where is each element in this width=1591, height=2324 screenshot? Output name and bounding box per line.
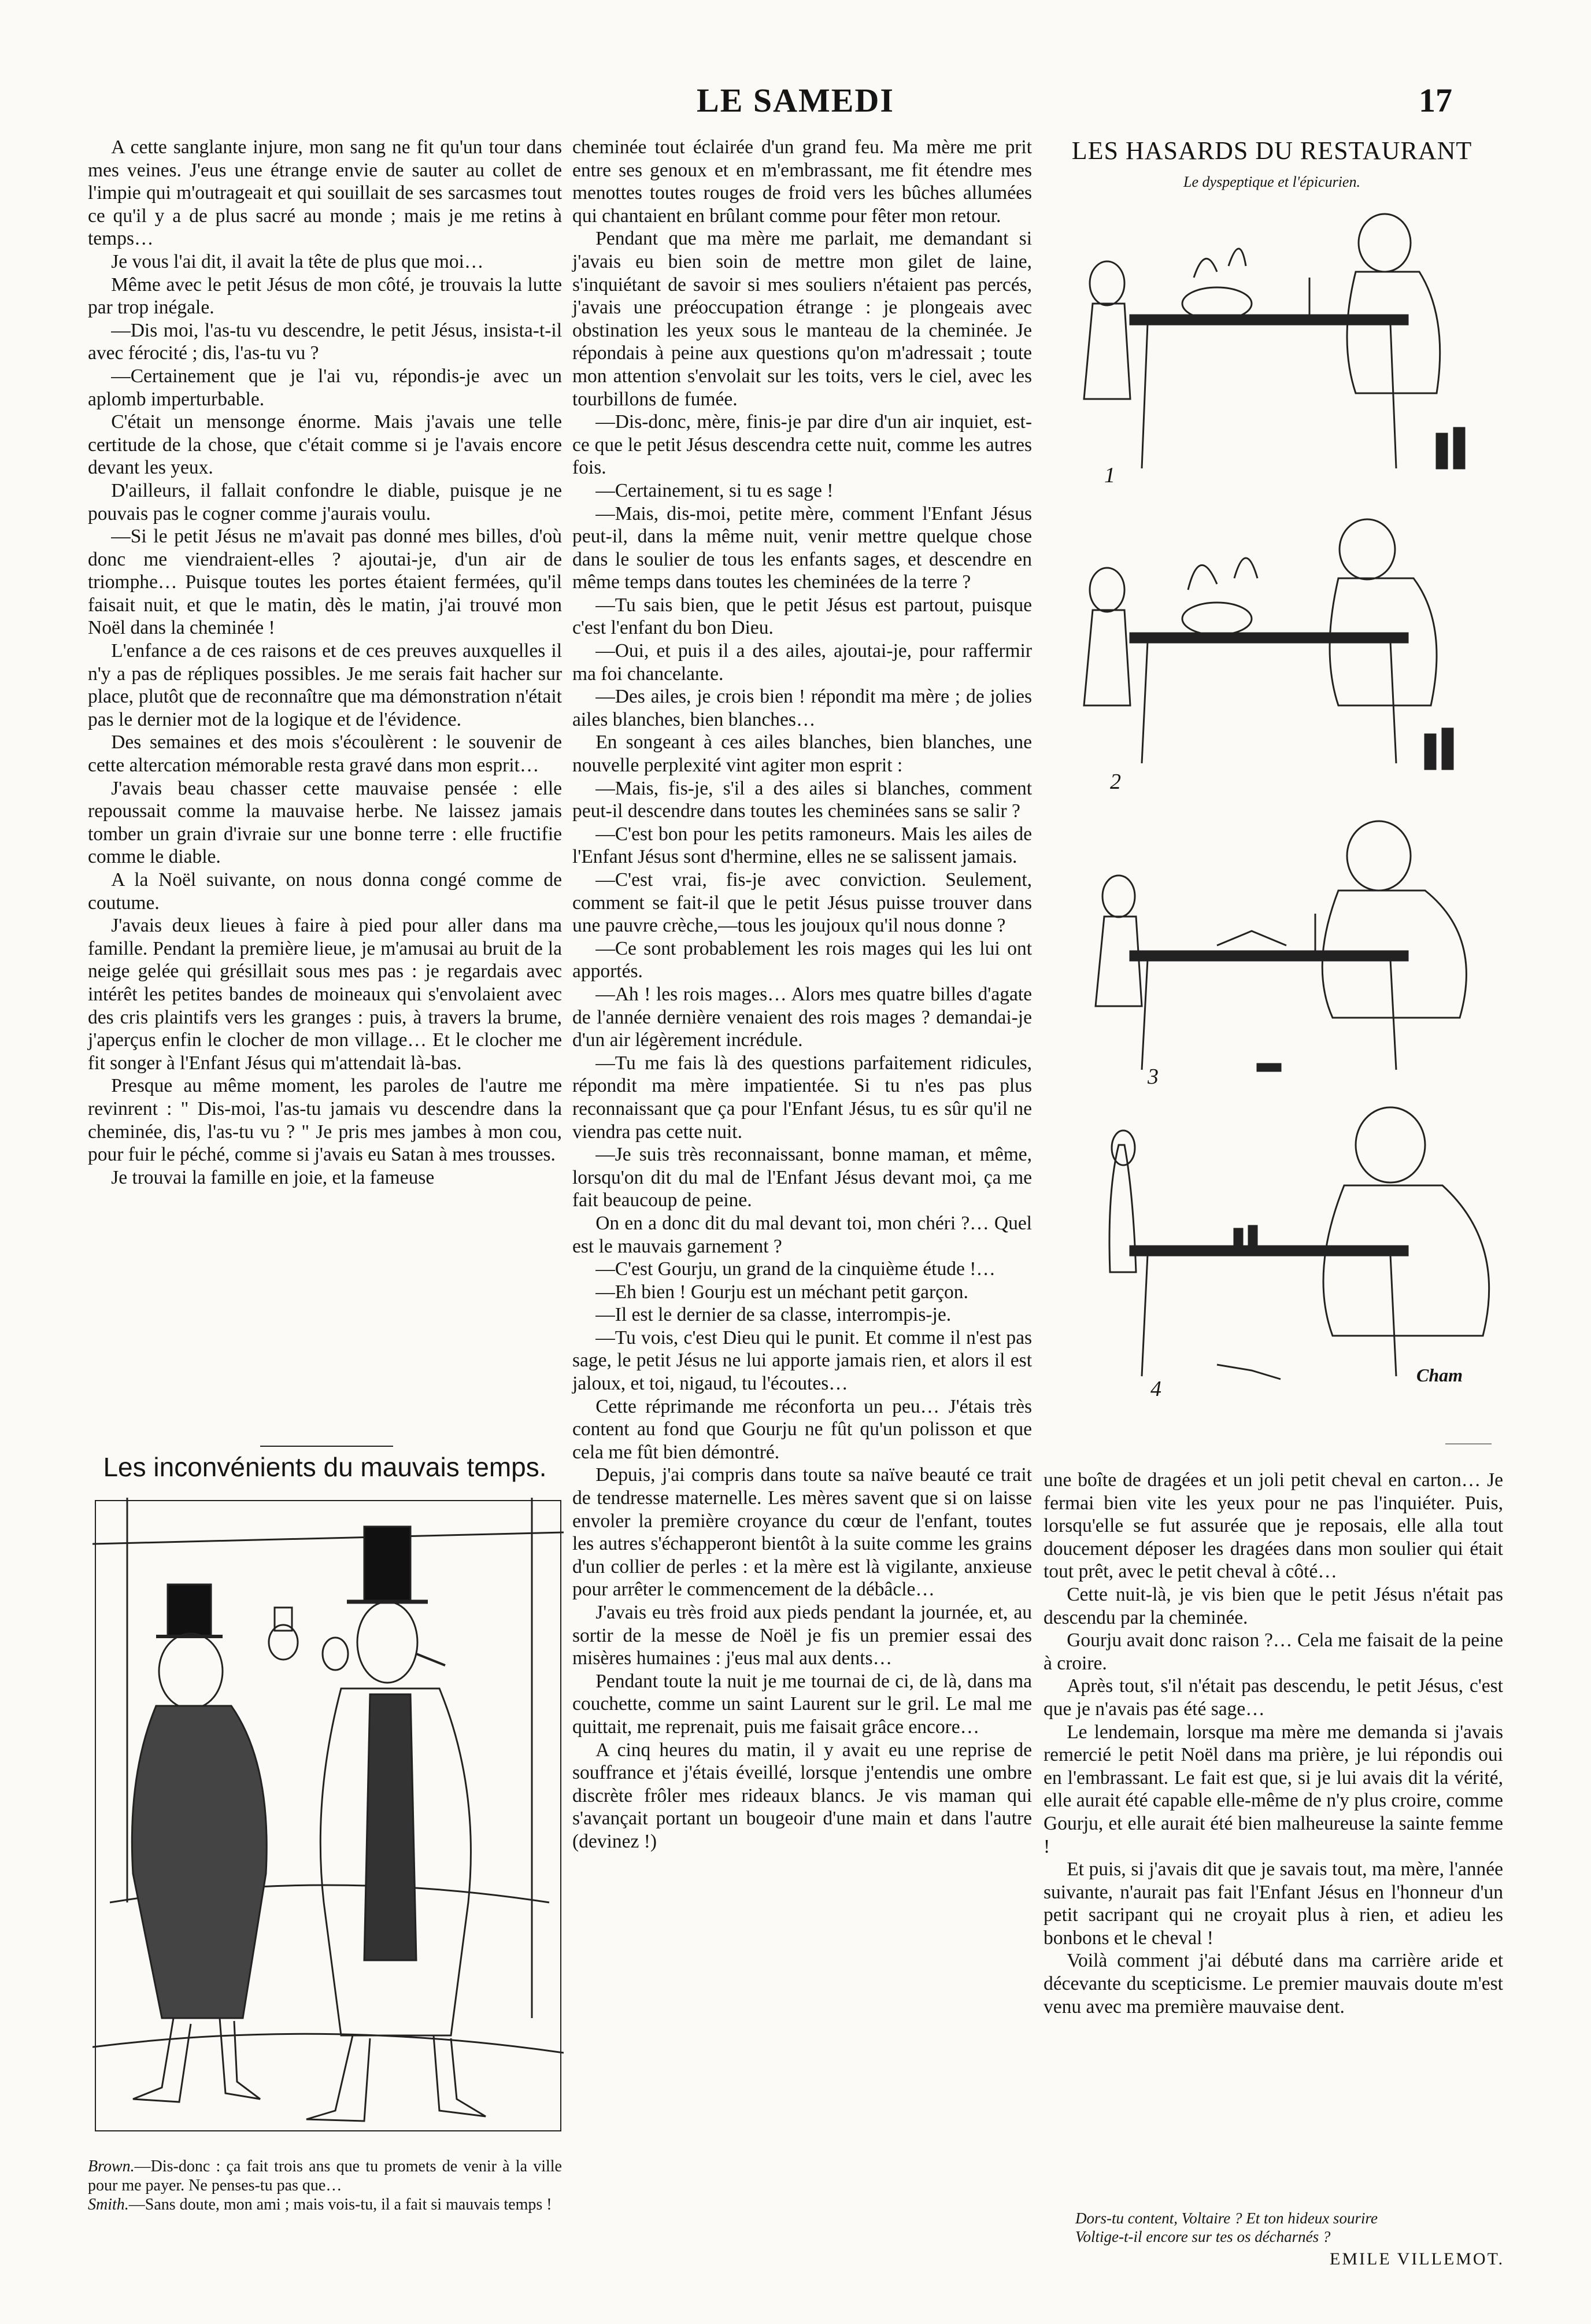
paragraph: Gourju avait donc raison ?… Cela me faisait de la peine à croire.: [1044, 1630, 1503, 1674]
paragraph: Je vous l'ai dit, il avait la tête de plus que moi…: [111, 250, 484, 272]
paragraph: —Certainement que je l'ai vu, répondis-je avec un aplomb imperturbable.: [88, 365, 562, 410]
paragraph: —Mais, dis-moi, petite mère, comment l'Enfant Jésus peut-il, dans la même nuit, venir mettre quelque chose dans le soulier de tous les enfants sages, et descendre en même temps dans toutes les cheminées de la terre ?: [572, 503, 1032, 593]
caption-text: —Dis-donc : ça fait trois ans que tu promets de venir à la ville pour me payer. Ne penses-tu pas que…: [88, 2157, 562, 2194]
paragraph: Cette nuit-là, je vis bien que le petit Jésus n'était pas descendu par la cheminée.: [1044, 1583, 1503, 1628]
paragraph: —Eh bien ! Gourju est un méchant petit garçon.: [595, 1281, 968, 1303]
paragraph: —Certainement, si tu es sage !: [595, 479, 834, 501]
caption-speaker: Smith.: [88, 2196, 129, 2214]
author-signature: EMILE VILLEMOT.: [1330, 2249, 1505, 2268]
paragraph: —Dis moi, l'as-tu vu descendre, le petit Jésus, insista-t-il avec férocité ; dis, l'as-tu vu ?: [88, 319, 562, 364]
section-divider: [260, 1446, 393, 1447]
artist-signature: Cham: [1416, 1365, 1463, 1385]
paragraph: A cinq heures du matin, il y avait eu une reprise de souffrance et j'étais éveillé, lorsque j'entendis une ombre discrète frôler mes rideaux blancs. Je vis maman qui s'avançait portant un bougeoir d'une main et dans l'autre (devinez !): [572, 1739, 1032, 1852]
paragraph: En songeant à ces ailes blanches, bien blanches, une nouvelle perplexité vint agiter mon esprit :: [572, 731, 1032, 777]
paragraph: —Il est le dernier de sa classe, interrompis-je.: [595, 1304, 952, 1326]
illustration-caption: [88, 2157, 562, 2214]
epigraph-line: Voltige-t-il encore sur tes os décharnés ?: [1075, 2228, 1331, 2245]
paragraph: —Ce sont probablement les rois mages qui les lui ont apportés.: [572, 937, 1032, 982]
paragraph: Le lendemain, lorsque ma mère me demanda si j'avais remercié le petit Noël dans ma prière, je lui répondis oui en l'embrassant. Le fait est que, si je lui avais dit la vérité, elle aurait été capable elle-même de n'y plus croire, comme Gourju, et elle aurait été bien malheureuse la sainte femme !: [1044, 1721, 1503, 1857]
strip-rule: [1445, 1443, 1492, 1444]
paragraph: cheminée tout éclairée d'un grand feu. Ma mère me prit entre ses genoux et en m'embrassant, me fit étendre mes menottes toutes rouges de froid vers les bûches allumées qui chantaient en brûlant comme pour fêter mon retour.: [572, 136, 1032, 227]
paragraph: une boîte de dragées et un joli petit cheval en carton… Je fermai bien vite les yeux pour ne pas l'inquiéter. Puis, lorsqu'elle se fut assurée que je reposais, elle alla tout doucement déposer les dragées dans mon soulier qui était tout prêt, avec le petit cheval à côté…: [1044, 1469, 1503, 1583]
paragraph: —C'est bon pour les petits ramoneurs. Mais les ailes de l'Enfant Jésus sont d'hermine, elles ne se salissent jamais.: [572, 823, 1032, 868]
caption-speaker: Brown.: [88, 2157, 135, 2175]
epigraph-line: Dors-tu content, Voltaire ? Et ton hideux sourire: [1075, 2210, 1378, 2227]
caption-text: —Sans doute, mon ami ; mais vois-tu, il a fait si mauvais temps !: [128, 2196, 552, 2214]
paragraph: On en a donc dit du mal devant toi, mon chéri ?… Quel est le mauvais garnement ?: [572, 1212, 1032, 1257]
paragraph: Après tout, s'il n'était pas descendu, le petit Jésus, c'est que je n'avais pas été sage…: [1044, 1675, 1503, 1720]
comic-panel-1: [1084, 214, 1464, 468]
paragraph: J'avais eu très froid aux pieds pendant la journée, et, au sortir de la messe de Noël je fis un premier essai des misères humaines : j'eus mal aux dents…: [572, 1602, 1032, 1669]
paragraph: Je trouvai la famille en joie, et la fameuse: [111, 1166, 435, 1188]
paragraph: —Si le petit Jésus ne m'avait pas donné mes billes, d'où donc me viendraient-elles ? ajoutai-je, d'un air de triomphe… Puisque toutes les portes étaient fermées, qu'il faisait nuit, et que le matin, dès le matin, j'ai trouvé mon Noël dans la cheminée !: [88, 526, 562, 639]
paragraph: C'était un mensonge énorme. Mais j'avais une telle certitude de la chose, que c'était comme si je l'avais encore devant les yeux.: [88, 411, 562, 479]
paragraph: J'avais beau chasser cette mauvaise pensée : elle repoussait comme la mauvaise herbe. Ne laissez jamais tomber un grain d'ivraie sur une bonne terre : elle fructifie comme le diable.: [88, 777, 562, 868]
paragraph: Et puis, si j'avais dit que je savais tout, ma mère, l'année suivante, n'aurait pas fait l'Enfant Jésus en l'honneur d'un petit sacripant qui ne croyait plus à rien, et adieu les bonbons et le cheval !: [1044, 1859, 1503, 1949]
paragraph: Voilà comment j'ai débuté dans ma carrière aride et décevante du scepticisme. Le premier mauvais doute m'est venu avec ma première mauvaise dent.: [1044, 1950, 1503, 2018]
paragraph: Depuis, j'ai compris dans toute sa naïve beauté ce trait de tendresse maternelle. Les mères savent que si on laisse envoler la première croyance du cœur de l'enfant, toutes les autres s'échapperont bientôt à la suite comme les grains d'un collier de perles : et la mère est là vigilante, anxieuse pour arrêter le commencement de la débâcle…: [572, 1464, 1032, 1601]
page-header: [0, 0, 1591, 119]
comic-panel-2: [1084, 519, 1453, 769]
paragraph: Pendant que ma mère me parlait, me demandant si j'avais eu bien soin de mettre mon gilet de laine, s'inquiétant de savoir si mes souliers n'étaient pas percés, j'avais une préoccupation étrange : je plongeais avec obstination les yeux sous le manteau de la cheminée. Je répondais à peine aux questions qu'on m'adressait ; toute mon attention s'envolait sur les toits, vers le ciel, avec les tourbillons de fumée.: [572, 228, 1032, 410]
comic-strip-title: LES HASARDS DU RESTAURANT: [1071, 136, 1472, 165]
paragraph: —Oui, et puis il a des ailes, ajoutai-je, pour raffermir ma foi chancelante.: [572, 640, 1032, 685]
epigraph: [1075, 2209, 1480, 2246]
paragraph: —Des ailes, je crois bien ! répondit ma mère ; de jolies ailes blanches, bien blanches…: [572, 686, 1032, 730]
article-column-2: [572, 136, 1032, 1853]
article-column-1: [88, 136, 562, 1189]
comic-strip-subtitle: Le dyspeptique et l'épicurien.: [1183, 173, 1360, 190]
paragraph: Pendant toute la nuit je me tournai de ci, de là, dans ma couchette, comme un saint Laurent sur le gril. Le mal me quittait, me reprenait, puis me faisait grâce encore…: [572, 1670, 1032, 1738]
panel-label: 4: [1150, 1377, 1161, 1401]
panel-label: 3: [1148, 1065, 1159, 1089]
panel-label: 1: [1104, 463, 1115, 487]
paragraph: —Je suis très reconnaissant, bonne maman, et même, lorsqu'on dit du mal de l'Enfant Jésus devant moi, ça me fait beaucoup de peine.: [572, 1144, 1032, 1211]
comic-strip-illustration: [1044, 191, 1503, 1451]
paragraph: Même avec le petit Jésus de mon côté, je trouvais la lutte par trop inégale.: [88, 274, 562, 319]
paragraph: J'avais deux lieues à faire à pied pour aller dans ma famille. Pendant la première lieue, je m'amusai au bruit de la neige gelée qui grésillait sous mes pas : je regardais avec intérêt les petites bandes de moineaux qui s'envolaient avec des cris plaintifs vers les granges : puis, à travers la brume, j'aperçus enfin le clocher de mon village… Et le clocher me fit songer à l'Enfant Jésus qui m'attendait là-bas.: [88, 915, 562, 1074]
paragraph: A la Noël suivante, on nous donna congé comme de coutume.: [88, 869, 562, 914]
paragraph: —Dis-donc, mère, finis-je par dire d'un air inquiet, est-ce que le petit Jésus descendra cette nuit, comme les autres fois.: [572, 411, 1032, 479]
paragraph: —Mais, fis-je, s'il a des ailes si blanches, comment peut-il descendre dans toutes les cheminées sans se salir ?: [572, 777, 1032, 822]
paragraph: L'enfance a de ces raisons et de ces preuves auxquelles il n'y a pas de répliques possibles. Je me serais fait hacher sur place, plutôt que de reconnaître que ma démonstration n'était pas le dernier mot de la logique et de l'évidence.: [88, 640, 562, 730]
paragraph: Des semaines et des mois s'écoulèrent : le souvenir de cette altercation mémorable resta gravé dans mon esprit…: [88, 731, 562, 777]
paragraph: —Tu vois, c'est Dieu qui le punit. Et comme il n'est pas sage, le petit Jésus ne lui apporte jamais rien, et alors il est jaloux, et toi, nigaud, tu l'écoutes…: [572, 1327, 1032, 1395]
paragraph: Cette réprimande me réconforta un peu… J'étais très content au fond que Gourju ne fût qu'un polisson et que cela me fût bien démontré.: [572, 1395, 1032, 1463]
comic-panel-3: [1096, 821, 1466, 1071]
paragraph: —Tu sais bien, que le petit Jésus est partout, puisque c'est l'enfant du bon Dieu.: [572, 594, 1032, 639]
section-title: Les inconvénients du mauvais temps.: [103, 1452, 547, 1482]
page-number: 17: [1419, 82, 1452, 119]
paragraph: —C'est Gourju, un grand de la cinquième étude !…: [595, 1258, 996, 1280]
street-scene-illustration: [92, 1498, 564, 2134]
article-column-3: [1044, 1469, 1503, 2018]
paragraph: D'ailleurs, il fallait confondre le diable, puisque je ne pouvais pas le cogner comme j'aurais voulu.: [88, 479, 562, 524]
paragraph: Presque au même moment, les paroles de l'autre me revinrent : " Dis-moi, l'as-tu jamais vu descendre dans la cheminée, dis, l'as-tu vu ? " Je pris mes jambes à mon cou, pour fuir le péché, comme si j'avais eu Satan à mes trousses.: [88, 1075, 562, 1166]
publication-title: LE SAMEDI: [697, 82, 894, 119]
paragraph: —C'est vrai, fis-je avec conviction. Seulement, comment se fait-il que le petit Jésus puisse trouver dans une pauvre crèche,—tous les joujoux qu'il nous donne ?: [572, 869, 1032, 937]
comic-panel-4: [1109, 1107, 1489, 1379]
paragraph: A cette sanglante injure, mon sang ne fit qu'un tour dans mes veines. J'eus une étrange envie de sauter au collet de l'impie qui m'outrageait et qui souillait de ses sarcasmes tout ce qu'il y a de plus sacré au monde ; mais je me retins à temps…: [88, 136, 562, 250]
panel-label: 2: [1110, 770, 1121, 794]
paragraph: —Tu me fais là des questions parfaitement ridicules, répondit ma mère impatientée. Si tu n'es pas plus reconnaissant que ça pour l'Enfant Jésus, tu es sûr qu'il ne viendra pas cette nuit.: [572, 1052, 1032, 1143]
paragraph: —Ah ! les rois mages… Alors mes quatre billes d'agate de l'année dernière venaient des rois mages ? demandai-je d'un air légèrement incrédule.: [572, 983, 1032, 1051]
